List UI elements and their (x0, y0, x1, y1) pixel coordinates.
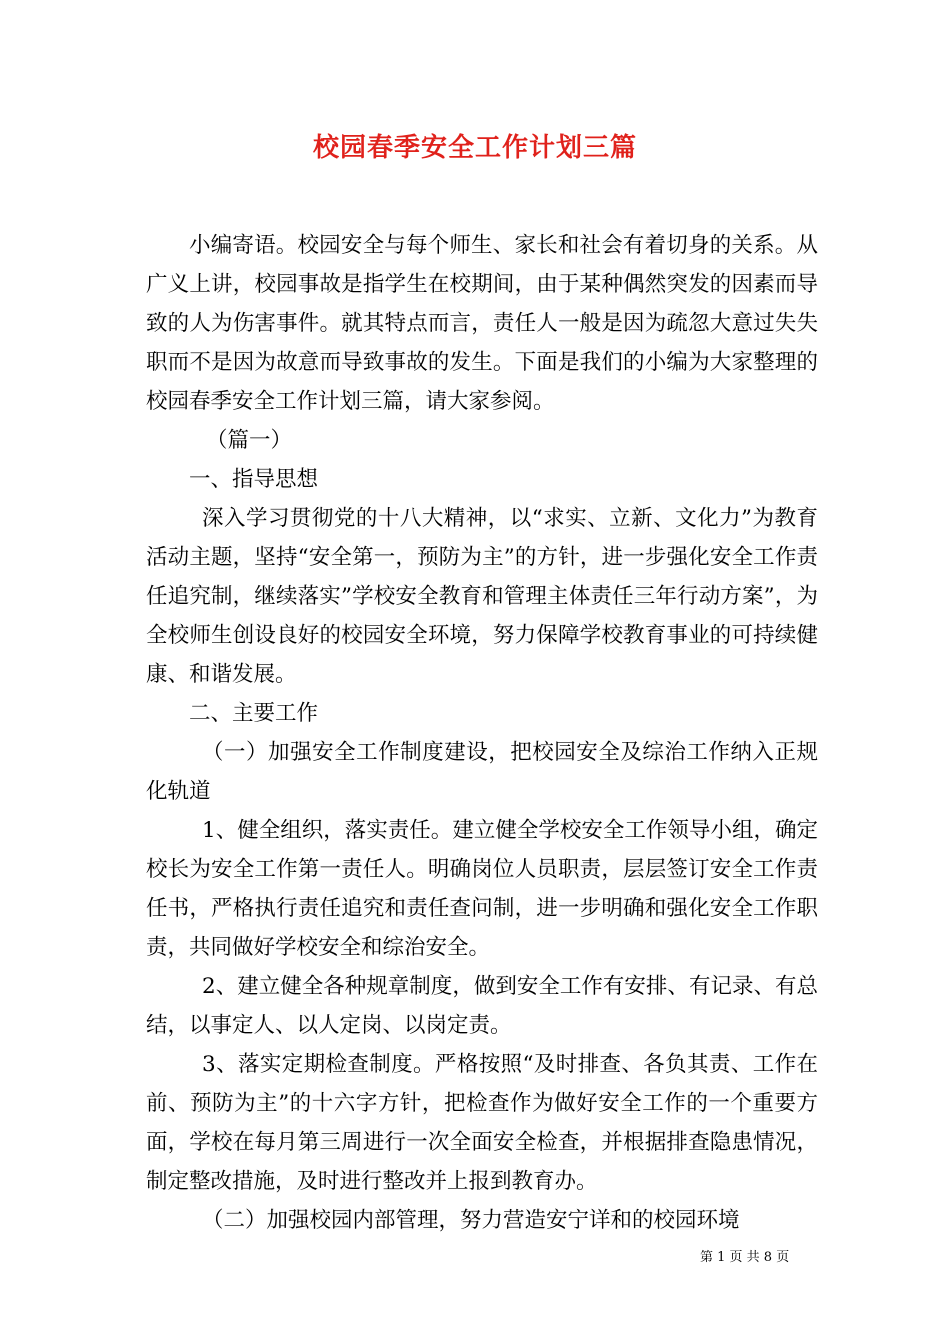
document-body (146, 226, 818, 1240)
paragraph-item-2: 2、建立健全各种规章制度，做到安全工作有安排、有记录、有总结，以事定人、以人定岗、以岗定责。 (146, 974, 818, 1038)
paragraph-section-label: （篇一） (206, 428, 293, 453)
paragraph-guiding-thought: 深入学习贯彻党的十八大精神，以“求实、立新、文化力”为教育活动主题，坚持“安全第一，预防为主”的方针，进一步强化安全工作责任追究制，继续落实”学校安全教育和管理主体责任三年行动方案”，为全校师生创设良好的校园安全环境，努力保障学校教育事业的可持续健康、和谐发展。 (146, 506, 818, 687)
paragraph-item-3: 3、落实定期检查制度。严格按照“及时排查、各负其责、工作在前、预防为主”的十六字方针，把检查作为做好安全工作的一个重要方面，学校在每月第三周进行一次全面安全检查，并根据排查隐患情况，制定整改措施，及时进行整改并上报到教育办。 (146, 1052, 818, 1194)
subheading-campus-management: （二）加强校园内部管理，努力营造安宁详和的校园环境 (202, 1208, 740, 1233)
paragraph-item-1: 1、健全组织，落实责任。建立健全学校安全工作领导小组，确定校长为安全工作第一责任人。明确岗位人员职责，层层签订安全工作责任书，严格执行责任追究和责任查问制，进一步明确和强化安全工作职责，共同做好学校安全和综治安全。 (146, 818, 818, 960)
heading-guiding-thought: 一、指导思想 (189, 467, 319, 492)
heading-main-work: 二、主要工作 (189, 701, 319, 726)
subheading-system-building: （一）加强安全工作制度建设，把校园安全及综治工作纳入正规化轨道 (146, 740, 818, 804)
page-number-footer: 第 1 页 共 8 页 (700, 1250, 790, 1265)
document-title: 校园春季安全工作计划三篇 (312, 133, 637, 163)
paragraph-intro: 小编寄语。校园安全与每个师生、家长和社会有着切身的关系。从广义上讲，校园事故是指学生在校期间，由于某种偶然突发的因素而导致的人为伤害事件。就其特点而言，责任人一般是因为疏忽大意过失失职而不是因为故意而导致事故的发生。下面是我们的小编为大家整理的校园春季安全工作计划三篇，请大家参阅。 (146, 233, 818, 414)
